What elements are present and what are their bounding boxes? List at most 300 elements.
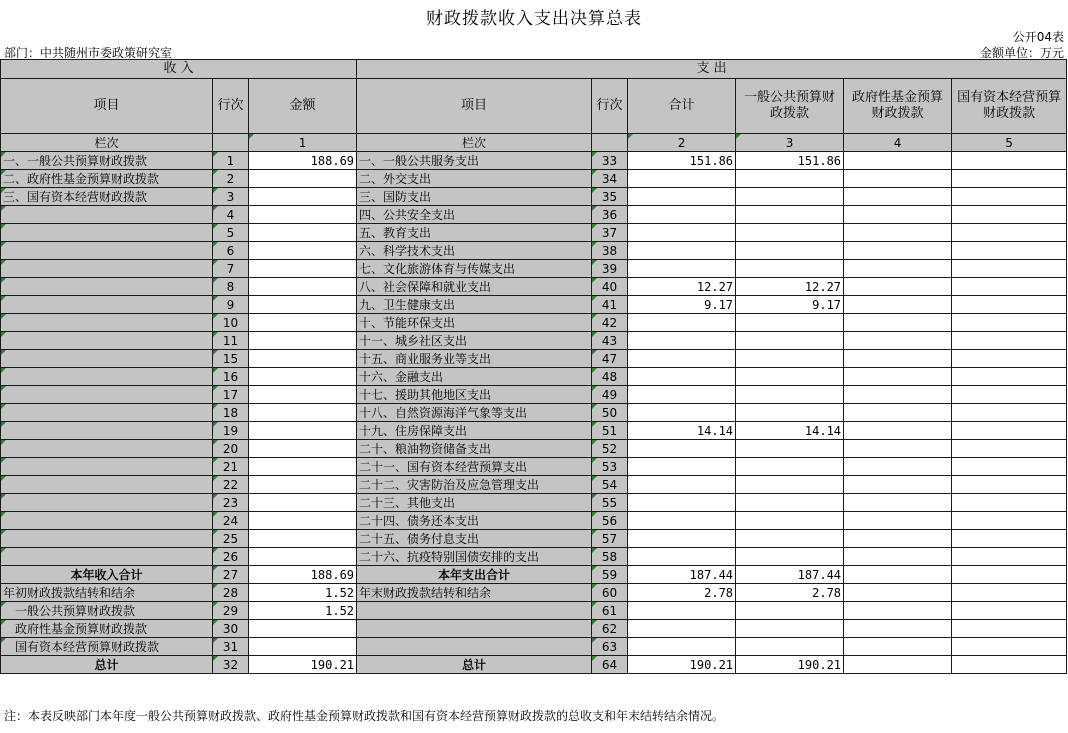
expense-general-budget: 187.44 <box>736 566 844 584</box>
income-amount: 1.52 <box>249 584 357 602</box>
col-number: 2 <box>628 134 736 152</box>
expense-state-capital <box>952 656 1067 674</box>
expense-total <box>628 548 736 566</box>
table-row <box>1 386 1067 404</box>
expense-item-header: 项目 <box>357 79 592 134</box>
income-row-no: 29 <box>213 602 249 620</box>
footnote: 注：本表反映部门本年度一般公共预算财政拨款、政府性基金预算财政拨款和国有资本经营预算财政拨款的总收支和年末结转结余情况。 <box>4 709 725 723</box>
expense-total <box>628 512 736 530</box>
expense-item: 二十二、灾害防治及应急管理支出 <box>357 476 592 494</box>
expense-item: 二、外交支出 <box>357 170 592 188</box>
income-amount <box>249 620 357 638</box>
expense-total <box>628 170 736 188</box>
table-row <box>1 440 1067 458</box>
expense-total: 190.21 <box>628 656 736 674</box>
income-item <box>1 332 213 350</box>
income-amount: 1.52 <box>249 602 357 620</box>
table-row <box>1 458 1067 476</box>
expense-general-budget <box>736 440 844 458</box>
expense-general-budget: 14.14 <box>736 422 844 440</box>
expense-total: 2.78 <box>628 584 736 602</box>
income-row-no: 25 <box>213 530 249 548</box>
income-amount <box>249 638 357 656</box>
expense-total <box>628 458 736 476</box>
income-row-no: 10 <box>213 314 249 332</box>
income-amount <box>249 296 357 314</box>
col-number: 4 <box>844 134 952 152</box>
expense-gov-fund <box>844 224 952 242</box>
expense-gov-fund <box>844 278 952 296</box>
table-row <box>1 170 1067 188</box>
expense-state-capital <box>952 350 1067 368</box>
expense-state-capital <box>952 422 1067 440</box>
income-item-header: 项目 <box>1 79 213 134</box>
table-row <box>1 242 1067 260</box>
expense-state-capital <box>952 602 1067 620</box>
expense-item <box>357 620 592 638</box>
expense-state-capital <box>952 188 1067 206</box>
expense-item <box>357 602 592 620</box>
expense-state-capital <box>952 530 1067 548</box>
expense-gov-fund <box>844 440 952 458</box>
expense-item: 五、教育支出 <box>357 224 592 242</box>
table-row <box>1 314 1067 332</box>
expense-total <box>628 242 736 260</box>
income-item <box>1 368 213 386</box>
expense-row-no: 62 <box>592 620 628 638</box>
income-amount: 188.69 <box>249 152 357 170</box>
expense-row-no: 52 <box>592 440 628 458</box>
income-item <box>1 512 213 530</box>
expense-state-capital <box>952 314 1067 332</box>
lanci-empty <box>213 134 249 152</box>
expense-general-budget <box>736 350 844 368</box>
expense-total <box>628 188 736 206</box>
expense-gov-fund <box>844 152 952 170</box>
expense-general-budget <box>736 314 844 332</box>
expense-general-budget <box>736 494 844 512</box>
expense-row-no: 49 <box>592 386 628 404</box>
expense-item: 七、文化旅游体育与传媒支出 <box>357 260 592 278</box>
expense-gov-fund <box>844 638 952 656</box>
income-amount <box>249 278 357 296</box>
expense-gov-fund <box>844 314 952 332</box>
lanci-empty <box>592 134 628 152</box>
expense-total <box>628 332 736 350</box>
expense-general-budget <box>736 548 844 566</box>
col-number: 5 <box>952 134 1067 152</box>
expense-general-budget <box>736 386 844 404</box>
expense-general-budget <box>736 512 844 530</box>
income-item: 三、国有资本经营财政拨款 <box>1 188 213 206</box>
expense-item: 三、国防支出 <box>357 188 592 206</box>
income-row-no: 15 <box>213 350 249 368</box>
income-item <box>1 422 213 440</box>
expense-total <box>628 350 736 368</box>
expense-item: 二十、粮油物资储备支出 <box>357 440 592 458</box>
income-item <box>1 260 213 278</box>
income-amount <box>249 440 357 458</box>
income-row-no: 16 <box>213 368 249 386</box>
expense-general-budget: 2.78 <box>736 584 844 602</box>
expense-row-no: 40 <box>592 278 628 296</box>
expense-gov-fund <box>844 206 952 224</box>
income-row-no: 1 <box>213 152 249 170</box>
table-row <box>1 152 1067 170</box>
expense-row-no: 56 <box>592 512 628 530</box>
carry-sub-row <box>1 620 1067 638</box>
income-item <box>1 458 213 476</box>
expense-general-budget <box>736 458 844 476</box>
expense-state-capital <box>952 404 1067 422</box>
expense-general-budget <box>736 242 844 260</box>
expense-row-no: 47 <box>592 350 628 368</box>
income-item <box>1 494 213 512</box>
expense-item: 二十一、国有资本经营预算支出 <box>357 458 592 476</box>
expense-state-capital <box>952 566 1067 584</box>
total-header: 合计 <box>628 79 736 134</box>
table-row <box>1 530 1067 548</box>
income-item: 总计 <box>1 656 213 674</box>
expense-general-budget <box>736 620 844 638</box>
expense-state-capital <box>952 458 1067 476</box>
expense-gov-fund <box>844 350 952 368</box>
expense-state-capital <box>952 494 1067 512</box>
expense-state-capital <box>952 332 1067 350</box>
table-row <box>1 260 1067 278</box>
income-item <box>1 476 213 494</box>
department-label: 部门：中共随州市委政策研究室 <box>4 46 173 60</box>
col-number: 1 <box>249 134 357 152</box>
expense-state-capital <box>952 476 1067 494</box>
expense-row-no: 33 <box>592 152 628 170</box>
expense-state-capital <box>952 638 1067 656</box>
income-amount <box>249 494 357 512</box>
carry-over-row <box>1 584 1067 602</box>
state-capital-header: 国有资本经营预算财政拨款 <box>952 79 1067 134</box>
income-amount <box>249 476 357 494</box>
form-number: 公开04表 <box>1012 30 1064 44</box>
expense-gov-fund <box>844 188 952 206</box>
income-row-no: 17 <box>213 386 249 404</box>
expense-general-budget <box>736 260 844 278</box>
income-item: 一、一般公共预算财政拨款 <box>1 152 213 170</box>
expense-row-no: 37 <box>592 224 628 242</box>
general-budget-header: 一般公共预算财政拨款 <box>736 79 844 134</box>
income-amount <box>249 260 357 278</box>
expense-total <box>628 530 736 548</box>
expense-general-budget: 151.86 <box>736 152 844 170</box>
year-total-row <box>1 566 1067 584</box>
expense-state-capital <box>952 368 1067 386</box>
income-item <box>1 224 213 242</box>
income-row-no: 2 <box>213 170 249 188</box>
income-amount <box>249 314 357 332</box>
expense-total <box>628 638 736 656</box>
expense-state-capital <box>952 620 1067 638</box>
expense-item: 十八、自然资源海洋气象等支出 <box>357 404 592 422</box>
income-item <box>1 404 213 422</box>
expense-item: 八、社会保障和就业支出 <box>357 278 592 296</box>
expense-general-budget: 190.21 <box>736 656 844 674</box>
income-item <box>1 548 213 566</box>
income-item <box>1 440 213 458</box>
expense-row-no: 50 <box>592 404 628 422</box>
income-amount <box>249 386 357 404</box>
expense-general-budget: 9.17 <box>736 296 844 314</box>
expense-gov-fund <box>844 476 952 494</box>
expense-general-budget <box>736 476 844 494</box>
table-row <box>1 494 1067 512</box>
expense-row-no: 59 <box>592 566 628 584</box>
expense-total <box>628 368 736 386</box>
expense-row-no: 53 <box>592 458 628 476</box>
expense-item: 十六、金融支出 <box>357 368 592 386</box>
income-amount <box>249 530 357 548</box>
expense-row-no: 55 <box>592 494 628 512</box>
income-row-no: 7 <box>213 260 249 278</box>
expense-gov-fund <box>844 242 952 260</box>
income-amount <box>249 404 357 422</box>
income-item <box>1 350 213 368</box>
expense-gov-fund <box>844 494 952 512</box>
income-row-no: 8 <box>213 278 249 296</box>
expense-gov-fund <box>844 566 952 584</box>
expense-gov-fund <box>844 368 952 386</box>
expense-gov-fund <box>844 296 952 314</box>
expense-total <box>628 494 736 512</box>
expense-total <box>628 314 736 332</box>
expense-state-capital <box>952 548 1067 566</box>
expense-item: 九、卫生健康支出 <box>357 296 592 314</box>
income-amount-header: 金额 <box>249 79 357 134</box>
expense-item: 一、一般公共服务支出 <box>357 152 592 170</box>
income-amount <box>249 350 357 368</box>
expense-gov-fund <box>844 548 952 566</box>
income-item: 政府性基金预算财政拨款 <box>1 620 213 638</box>
expense-state-capital <box>952 170 1067 188</box>
income-row-no: 31 <box>213 638 249 656</box>
carry-sub-row <box>1 602 1067 620</box>
expense-item: 年末财政拨款结转和结余 <box>357 584 592 602</box>
expense-item: 总计 <box>357 656 592 674</box>
expense-row-no: 41 <box>592 296 628 314</box>
expense-item: 二十五、债务付息支出 <box>357 530 592 548</box>
income-item <box>1 206 213 224</box>
expense-item <box>357 638 592 656</box>
income-item: 本年收入合计 <box>1 566 213 584</box>
expense-total <box>628 476 736 494</box>
income-row-no: 4 <box>213 206 249 224</box>
income-item: 年初财政拨款结转和结余 <box>1 584 213 602</box>
expense-row-no: 39 <box>592 260 628 278</box>
col-number: 3 <box>736 134 844 152</box>
expense-row-no: 42 <box>592 314 628 332</box>
income-amount <box>249 422 357 440</box>
expense-total: 9.17 <box>628 296 736 314</box>
table-row <box>1 188 1067 206</box>
expense-gov-fund <box>844 260 952 278</box>
expense-row-no: 48 <box>592 368 628 386</box>
expense-gov-fund <box>844 584 952 602</box>
income-item <box>1 314 213 332</box>
income-row-no: 6 <box>213 242 249 260</box>
expense-gov-fund <box>844 620 952 638</box>
expense-item: 二十六、抗疫特别国债安排的支出 <box>357 548 592 566</box>
expense-row-no: 63 <box>592 638 628 656</box>
income-row-no: 21 <box>213 458 249 476</box>
income-amount <box>249 332 357 350</box>
expense-state-capital <box>952 152 1067 170</box>
expense-state-capital <box>952 206 1067 224</box>
expense-state-capital <box>952 224 1067 242</box>
expense-item: 六、科学技术支出 <box>357 242 592 260</box>
expense-gov-fund <box>844 332 952 350</box>
income-amount <box>249 242 357 260</box>
expense-general-budget <box>736 224 844 242</box>
expense-item: 十五、商业服务业等支出 <box>357 350 592 368</box>
expense-item: 本年支出合计 <box>357 566 592 584</box>
income-row-no-header: 行次 <box>213 79 249 134</box>
income-amount <box>249 548 357 566</box>
expense-item: 十、节能环保支出 <box>357 314 592 332</box>
income-row-no: 23 <box>213 494 249 512</box>
expense-state-capital <box>952 584 1067 602</box>
expense-general-budget <box>736 638 844 656</box>
expense-gov-fund <box>844 530 952 548</box>
unit-label: 金额单位：万元 <box>979 46 1064 60</box>
income-item <box>1 296 213 314</box>
expense-gov-fund <box>844 170 952 188</box>
expense-row-no: 61 <box>592 602 628 620</box>
expense-item: 十七、援助其他地区支出 <box>357 386 592 404</box>
carry-sub-row <box>1 638 1067 656</box>
expense-state-capital <box>952 386 1067 404</box>
table-row <box>1 404 1067 422</box>
income-row-no: 19 <box>213 422 249 440</box>
income-row-no: 24 <box>213 512 249 530</box>
expense-gov-fund <box>844 512 952 530</box>
income-row-no: 11 <box>213 332 249 350</box>
expense-total <box>628 206 736 224</box>
expense-total <box>628 440 736 458</box>
table-row <box>1 332 1067 350</box>
expense-row-no: 35 <box>592 188 628 206</box>
expense-total <box>628 224 736 242</box>
table-row <box>1 224 1067 242</box>
expense-state-capital <box>952 278 1067 296</box>
table-row <box>1 548 1067 566</box>
table-row <box>1 278 1067 296</box>
expense-general-budget <box>736 368 844 386</box>
expense-row-no: 38 <box>592 242 628 260</box>
expense-general-budget <box>736 170 844 188</box>
expense-general-budget <box>736 188 844 206</box>
table-row <box>1 476 1067 494</box>
table-row <box>1 350 1067 368</box>
expense-total: 151.86 <box>628 152 736 170</box>
expense-gov-fund <box>844 656 952 674</box>
income-item <box>1 530 213 548</box>
grand-total-row <box>1 656 1067 674</box>
income-row-no: 27 <box>213 566 249 584</box>
expense-row-no: 34 <box>592 170 628 188</box>
expense-section-header: 支 出 <box>357 60 1067 79</box>
income-amount <box>249 224 357 242</box>
expense-row-no: 60 <box>592 584 628 602</box>
expense-state-capital <box>952 296 1067 314</box>
expense-row-no-header: 行次 <box>592 79 628 134</box>
income-amount: 190.21 <box>249 656 357 674</box>
expense-state-capital <box>952 242 1067 260</box>
lanci-label: 栏次 <box>1 134 213 152</box>
income-row-no: 5 <box>213 224 249 242</box>
income-item: 二、政府性基金预算财政拨款 <box>1 170 213 188</box>
expense-row-no: 57 <box>592 530 628 548</box>
expense-general-budget <box>736 602 844 620</box>
expense-total: 14.14 <box>628 422 736 440</box>
expense-gov-fund <box>844 404 952 422</box>
expense-total <box>628 260 736 278</box>
expense-total: 187.44 <box>628 566 736 584</box>
expense-general-budget <box>736 530 844 548</box>
budget-table <box>0 59 1067 674</box>
expense-item: 四、公共安全支出 <box>357 206 592 224</box>
expense-row-no: 43 <box>592 332 628 350</box>
expense-gov-fund <box>844 386 952 404</box>
expense-row-no: 54 <box>592 476 628 494</box>
income-amount <box>249 188 357 206</box>
lanci-label: 栏次 <box>357 134 592 152</box>
income-row-no: 28 <box>213 584 249 602</box>
income-item: 国有资本经营预算财政拨款 <box>1 638 213 656</box>
income-section-header: 收 入 <box>1 60 357 79</box>
expense-total <box>628 602 736 620</box>
income-row-no: 32 <box>213 656 249 674</box>
expense-row-no: 36 <box>592 206 628 224</box>
expense-total <box>628 386 736 404</box>
income-amount <box>249 512 357 530</box>
income-item <box>1 386 213 404</box>
expense-item: 十一、城乡社区支出 <box>357 332 592 350</box>
income-amount: 188.69 <box>249 566 357 584</box>
expense-total <box>628 404 736 422</box>
expense-item: 二十四、债务还本支出 <box>357 512 592 530</box>
table-row <box>1 422 1067 440</box>
income-row-no: 18 <box>213 404 249 422</box>
expense-row-no: 51 <box>592 422 628 440</box>
table-row <box>1 296 1067 314</box>
report-title: 财政拨款收入支出决算总表 <box>426 9 642 29</box>
income-item <box>1 242 213 260</box>
expense-state-capital <box>952 512 1067 530</box>
income-row-no: 26 <box>213 548 249 566</box>
expense-general-budget: 12.27 <box>736 278 844 296</box>
expense-total <box>628 620 736 638</box>
expense-general-budget <box>736 404 844 422</box>
expense-state-capital <box>952 440 1067 458</box>
table-row <box>1 368 1067 386</box>
income-row-no: 9 <box>213 296 249 314</box>
income-row-no: 3 <box>213 188 249 206</box>
expense-general-budget <box>736 332 844 350</box>
income-amount <box>249 206 357 224</box>
table-row <box>1 206 1067 224</box>
income-amount <box>249 170 357 188</box>
expense-row-no: 64 <box>592 656 628 674</box>
expense-gov-fund <box>844 458 952 476</box>
expense-total: 12.27 <box>628 278 736 296</box>
